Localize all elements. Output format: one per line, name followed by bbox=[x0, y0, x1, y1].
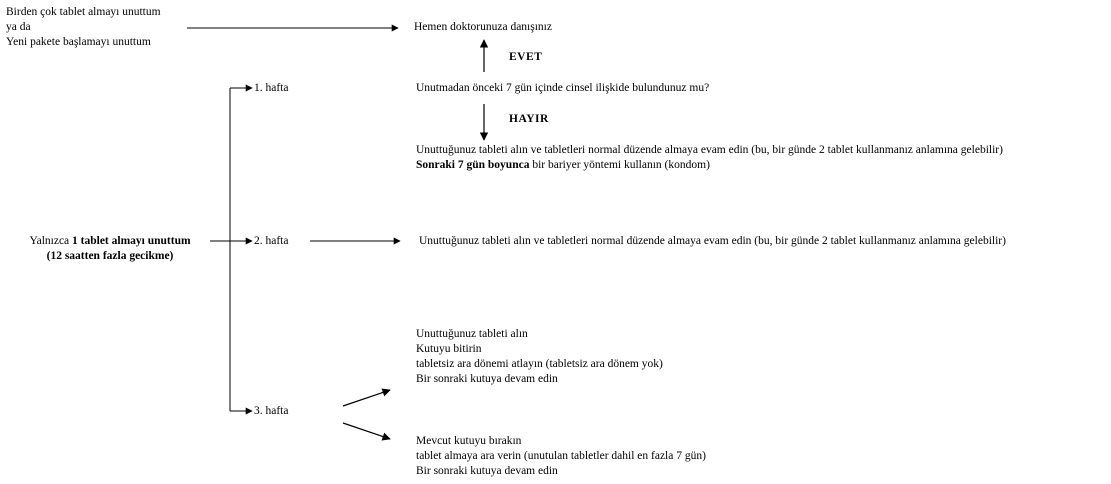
evet-label: EVET bbox=[509, 51, 543, 63]
multiple-missed-line2: ya da bbox=[6, 21, 31, 33]
multiple-missed-line1: Birden çok tablet almayı unuttum bbox=[6, 6, 161, 18]
no-branch-rest: bir bariyer yöntemi kullanın (kondom) bbox=[529, 159, 710, 171]
no-branch-block bbox=[416, 143, 1003, 173]
week3-label: 3. hafta bbox=[254, 405, 289, 417]
root-line1 bbox=[10, 234, 210, 249]
week3-option-a bbox=[416, 327, 663, 387]
week3-option-a-line: tabletsiz ara dönemi atlayın (tabletsiz ara dönem yok) bbox=[416, 358, 663, 370]
week3-option-b-line: tablet almaya ara verin (unutulan tabletler dahil en fazla 7 gün) bbox=[416, 450, 706, 462]
consult-doctor-text: Hemen doktorunuza danışınız bbox=[414, 21, 552, 33]
multiple-missed-block bbox=[6, 5, 161, 50]
hayir-label: HAYIR bbox=[509, 113, 549, 125]
week3-option-a-line: Kutuyu bitirin bbox=[416, 343, 482, 355]
root-node bbox=[10, 234, 210, 264]
week3-option-b-line: Mevcut kutuyu bırakın bbox=[416, 435, 522, 447]
week2-label: 2. hafta bbox=[254, 235, 289, 247]
root-bold: 1 tablet almayı unuttum bbox=[72, 235, 191, 247]
multiple-missed-line3: Yeni pakete başlamayı unuttum bbox=[6, 36, 151, 48]
no-branch-line1: Unuttuğunuz tableti alın ve tabletleri normal düzende almaya evam edin (bu, bir günde 2 tablet kullanmanız anlamına gelebilir) bbox=[416, 144, 1003, 156]
no-branch-line2 bbox=[416, 158, 1003, 173]
week3-option-b-line: Bir sonraki kutuya devam edin bbox=[416, 465, 558, 477]
root-line2: (12 saatten fazla gecikme) bbox=[46, 250, 174, 262]
week3-option-a-line: Bir sonraki kutuya devam edin bbox=[416, 373, 558, 385]
question-text: Unutmadan önceki 7 gün içinde cinsel ilişkide bulundunuz mu? bbox=[416, 82, 710, 94]
week3-option-b bbox=[416, 434, 706, 479]
no-branch-bold: Sonraki 7 gün boyunca bbox=[416, 159, 530, 171]
week2-text: Unuttuğunuz tableti alın ve tabletleri normal düzende almaya evam edin (bu, bir günde 2 tablet kullanmanız anlamına gelebilir) bbox=[419, 235, 1006, 247]
arrow-week3-option-a bbox=[343, 390, 390, 406]
root-prefix: Yalnızca bbox=[29, 235, 73, 247]
arrow-week3-option-b bbox=[343, 423, 390, 439]
week1-label: 1. hafta bbox=[254, 82, 289, 94]
week3-option-a-line: Unuttuğunuz tableti alın bbox=[416, 328, 528, 340]
